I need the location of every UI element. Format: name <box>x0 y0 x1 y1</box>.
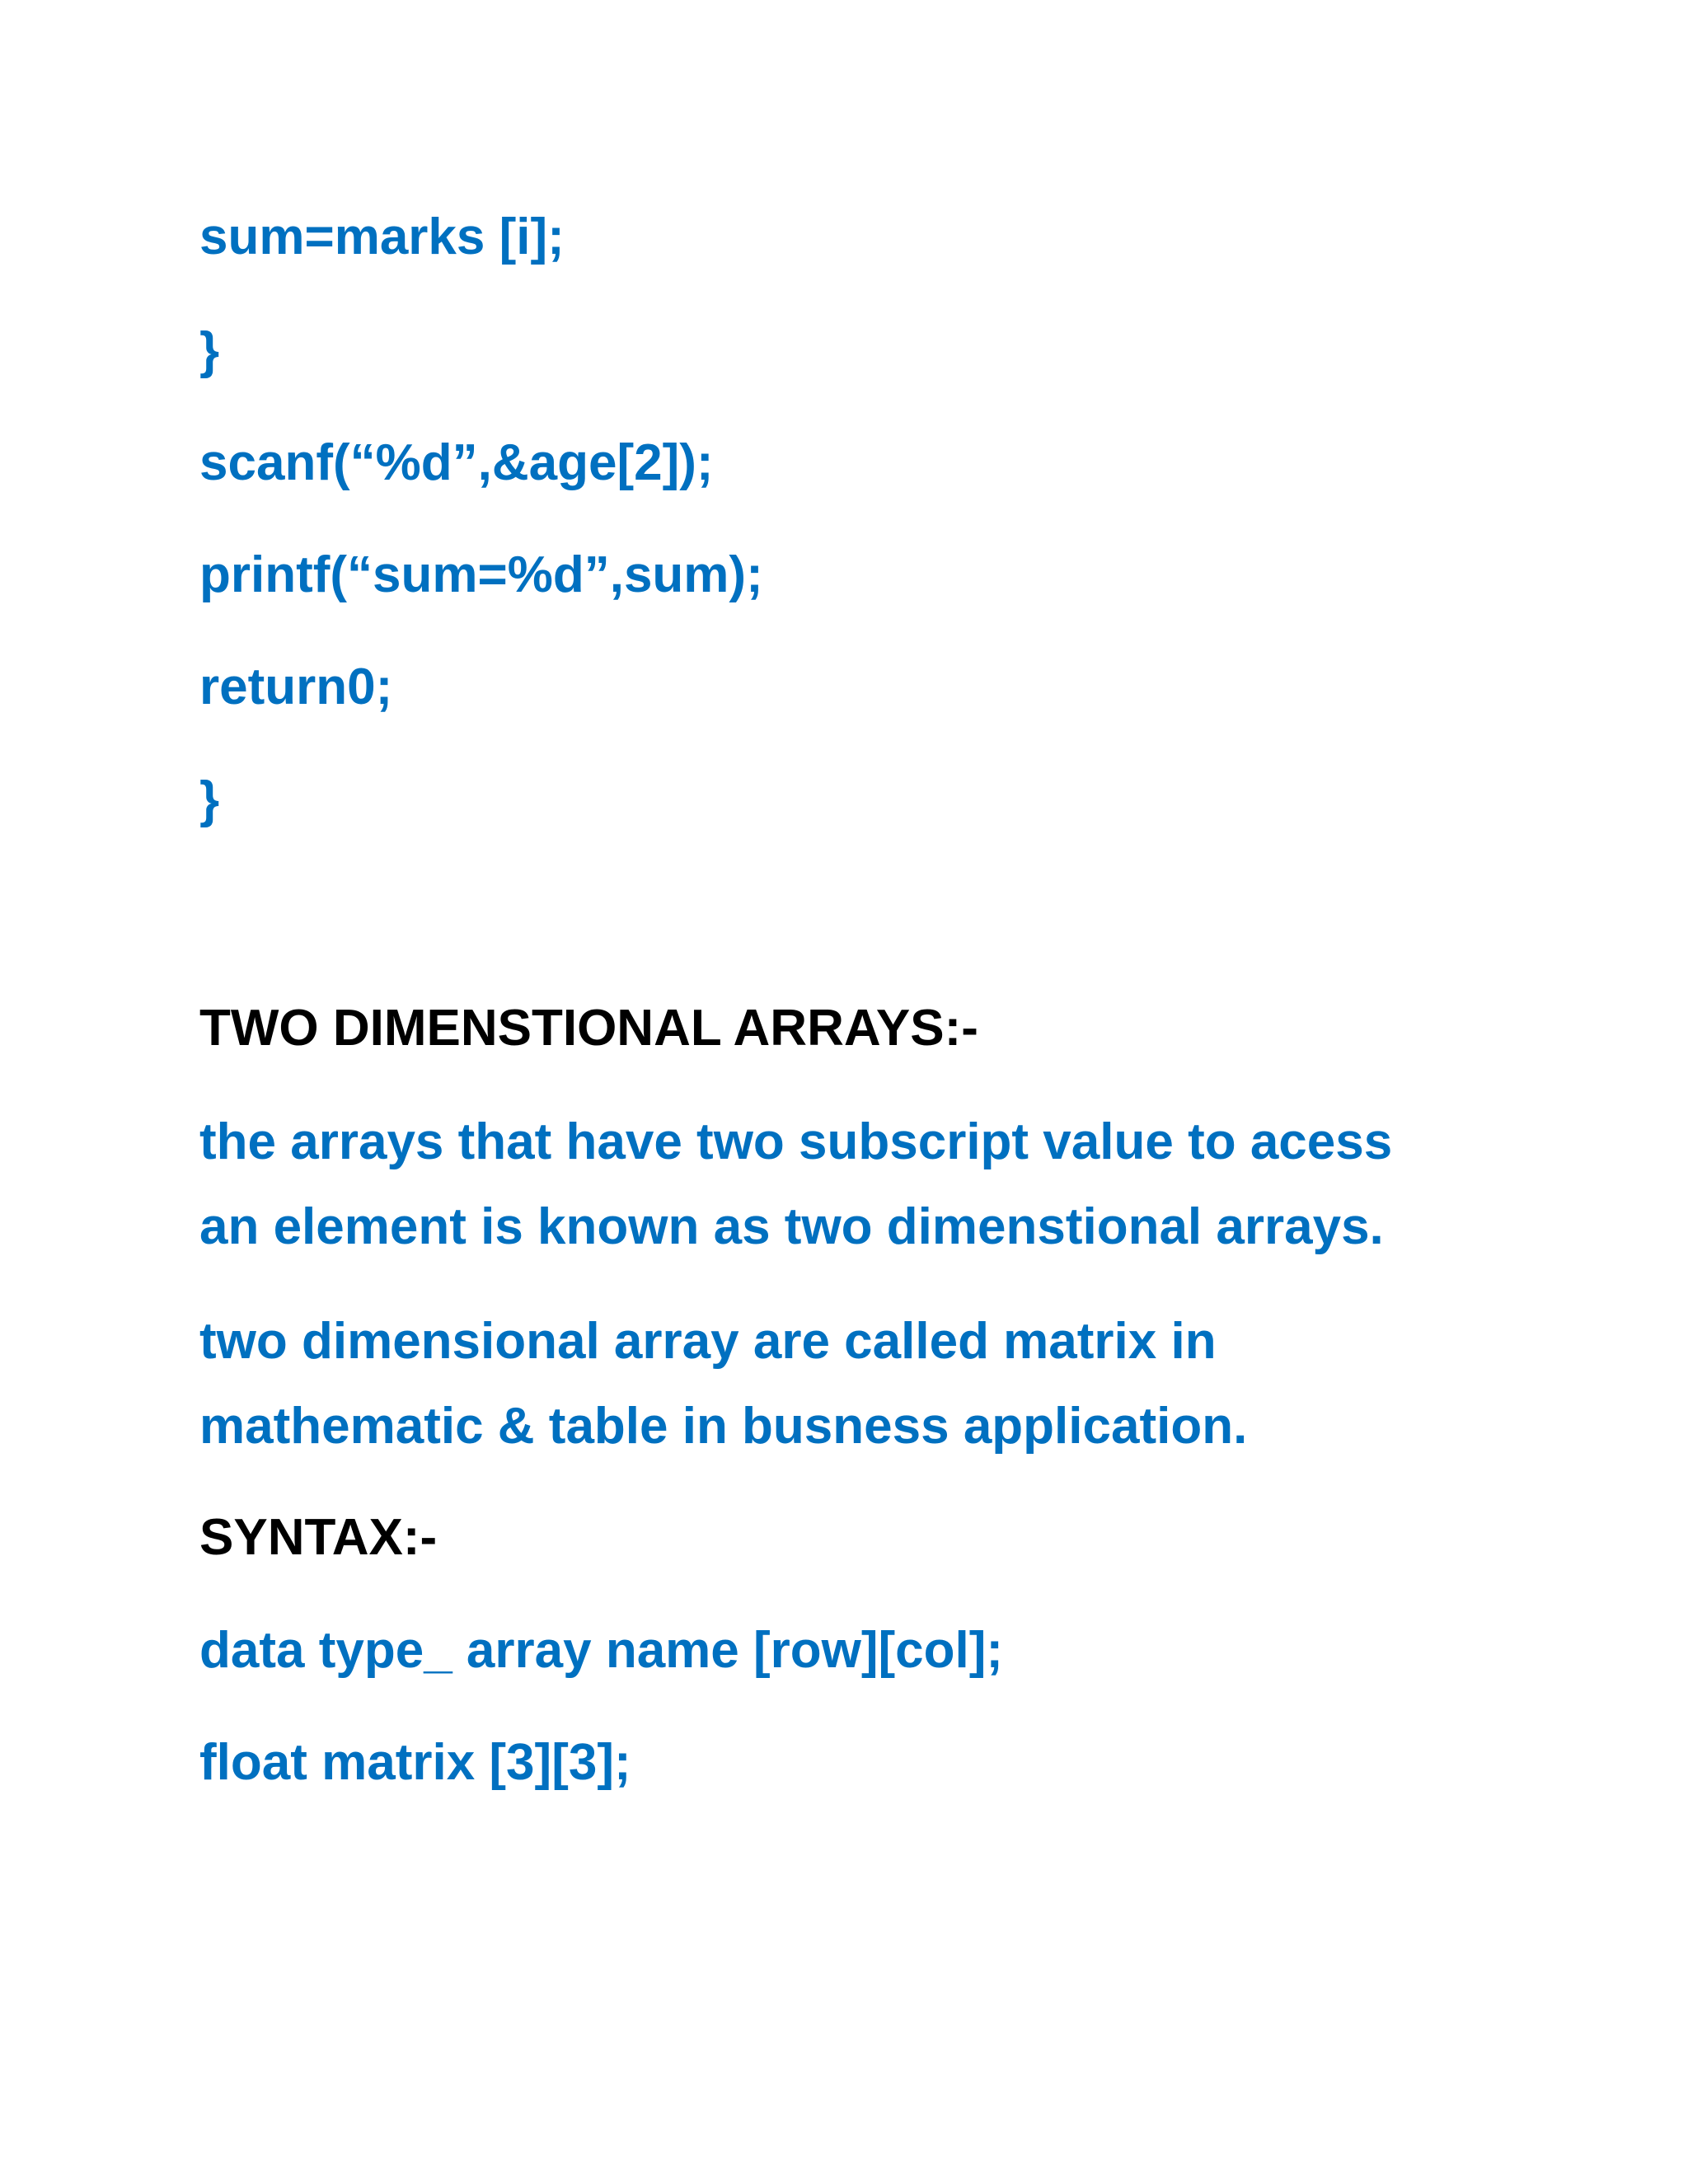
syntax-heading: SYNTAX:- <box>199 1509 438 1566</box>
code-line-printf: printf(“sum=%d”,sum); <box>199 546 763 603</box>
syntax-line: data type_ array name [row][col]; <box>199 1622 1004 1679</box>
code-line-scanf: scanf(“%d”,&age[2]); <box>199 434 714 491</box>
paragraph-1-line-1: the arrays that have two subscript value to acess <box>199 1113 1393 1170</box>
code-line-return: return0; <box>199 658 393 715</box>
example-line: float matrix [3][3]; <box>199 1734 631 1791</box>
code-line-closing-brace: } <box>199 322 220 379</box>
code-line-closing-brace-final: } <box>199 771 220 828</box>
paragraph-2-line-1: two dimensional array are called matrix in <box>199 1313 1217 1370</box>
paragraph-1-line-2: an element is known as two dimenstional arrays. <box>199 1198 1384 1255</box>
code-line-sum: sum=marks [i]; <box>199 209 565 265</box>
paragraph-2-line-2: mathematic & table in busness application. <box>199 1398 1248 1455</box>
section-heading: TWO DIMENSTIONAL ARRAYS:- <box>199 1000 978 1057</box>
